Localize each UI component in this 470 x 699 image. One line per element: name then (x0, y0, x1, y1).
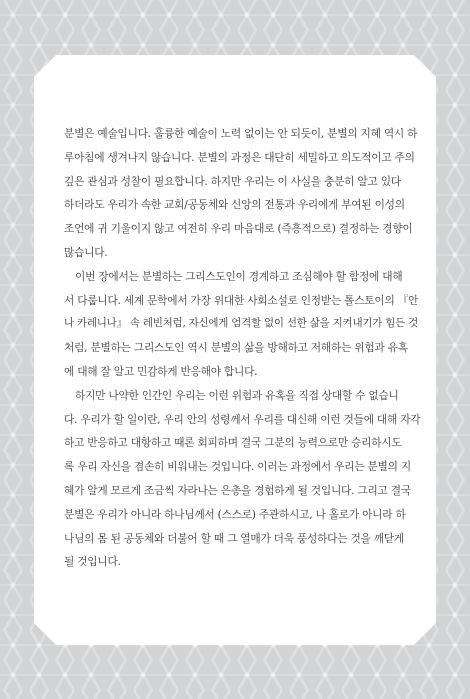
text-line: 나님의 몸 된 공동체와 더불어 할 때 그 열매가 더욱 풍성하다는 것을 깨닫게 (64, 531, 404, 545)
text-line: 에 대해 잘 알고 민감하게 반응해야 합니다. (64, 364, 258, 378)
text-line: 많습니다. (64, 245, 108, 259)
text-line: 록 우리 자신을 겸손히 비워내는 것입니다. 이러는 과정에서 우리는 분별의 지 (64, 460, 411, 474)
paragraph-1 (64, 122, 418, 265)
text-line: 다. 우리가 할 일이란, 우리 안의 성령께서 우리를 대신해 이런 것들에 대해 자각 (64, 412, 421, 426)
body-text (64, 122, 421, 574)
text-line: 루아침에 생겨나지 않습니다. 분별의 과정은 대단히 세밀하고 의도적이고 주의 (64, 150, 415, 164)
text-line: 처럼, 분별하는 그리스도인 역시 분별의 삶을 방해하고 저해하는 위험과 유혹 (64, 341, 408, 355)
text-line: 분별은 예술입니다. 훌륭한 예술이 노력 없이는 안 되듯이, 분별의 지혜 역시 하 (64, 127, 418, 140)
text-line: 나 카레니나』 속 레빈처럼, 자신에게 엄격할 없이 선한 삶을 지켜내기가 힘든 것 (64, 317, 418, 330)
text-line: 분별은 우리가 아니라 하나님께서 (스스로) 주관하시고, 나 홀로가 아니라 하 (64, 507, 406, 521)
text-line: 될 것입니다. (64, 555, 121, 569)
text-line: 깊은 관심과 성찰이 필요합니다. 하지만 우리는 이 사실을 충분히 알고 있다 (64, 174, 401, 188)
paragraph-3 (64, 384, 421, 574)
text-line: 이번 장에서는 분별하는 그리스도인이 경계하고 조심해야 할 함정에 대해 (75, 269, 403, 283)
text-line: 하더라도 우리가 속한 교회/공동체와 신앙의 전통과 우리에게 부여된 이성의 (64, 198, 405, 212)
text-line: 하지만 나약한 인간인 우리는 이런 위험과 유혹을 직접 상대할 수 없습니 (75, 388, 399, 402)
paragraph-2 (64, 265, 419, 384)
text-line: 하고 반응하고 대항하고 때론 회피하며 결국 그분의 능력으로만 승리하시도 (64, 436, 402, 450)
text-line: 혜가 알게 모르게 조금씩 자라나는 은총을 경험하게 될 것입니다. 그리고 결국 (64, 483, 411, 497)
text-line: 서 다룹니다. 세계 문학에서 가장 위대한 사회소설로 인정받는 톨스토이의 『안 (64, 293, 419, 307)
text-line: 조언에 귀 기울이지 않고 여전히 우리 마음대로 (즉흥적으로) 결정하는 경향이 (64, 222, 413, 236)
